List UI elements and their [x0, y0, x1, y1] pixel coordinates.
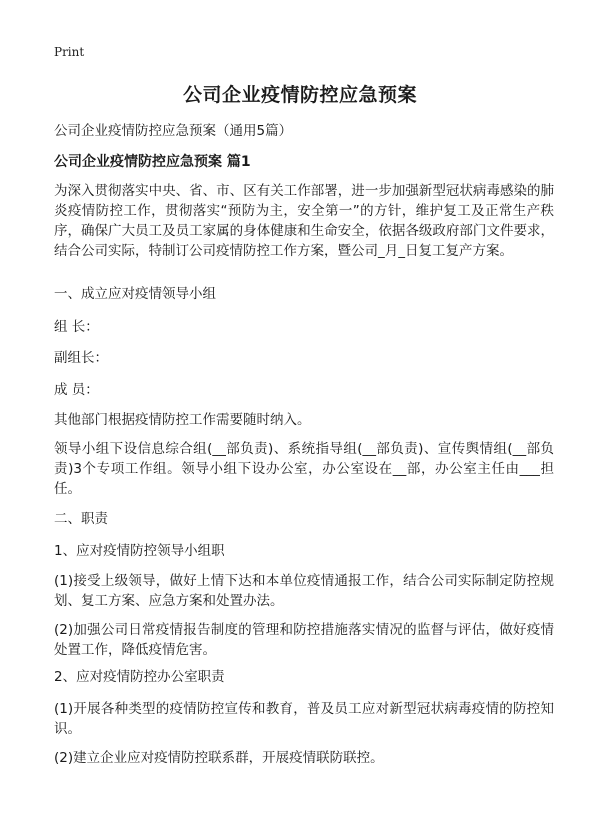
heading-leadership-duties: 1、应对疫情防控领导小组职 [54, 543, 225, 559]
heading-office-duties: 2、应对疫情防控办公室职责 [54, 669, 225, 685]
document-subtitle: 公司企业疫情防控应急预案（通用5篇） [54, 123, 293, 139]
office-item-1: (1)开展各种类型的疫情防控宣传和教育，普及员工应对新型冠状病毒疫情的防控知识。 [54, 701, 554, 737]
members-line: 成 员： [54, 382, 99, 398]
section-heading: 公司企业疫情防控应急预案 篇1 [54, 154, 251, 170]
intro-paragraph: 为深入贯彻落实中央、省、市、区有关工作部署，进一步加强新型冠状病毒感染的肺炎疫情防控工作，贯彻落实“预防为主，安全第一”的方针，维护复工及正常生产秩序，确保广大员工及员工家属的身体健康和生命安全，依据各级政府部门文件要求，结合公司实际，特制订公司疫情防控工作方案，暨公司_月_日复工复产方案。 [54, 183, 554, 259]
deputy-leader-line: 副组长： [54, 350, 108, 366]
subgroups-paragraph: 领导小组下设信息综合组(__部负责)、系统指导组(__部负责)、宣传舆情组(__部负责)3个专项工作组。领导小组下设办公室，办公室设在__部，办公室主任由___担任。 [54, 441, 554, 497]
heading-duties: 二、职责 [54, 511, 108, 527]
office-item-2: (2)建立企业应对疫情防控联系群，开展疫情联防联控。 [54, 750, 384, 766]
duty-item-1: (1)接受上级领导，做好上情下达和本单位疫情通报工作，结合公司实际制定防控规划、复工方案、应急方案和处置办法。 [54, 573, 554, 609]
document-title: 公司企业疫情防控应急预案 [182, 84, 417, 106]
other-departments-line: 其他部门根据疫情防控工作需要随时纳入。 [54, 412, 311, 428]
duty-item-2: (2)加强公司日常疫情报告制度的管理和防控措施落实情况的监督与评估，做好疫情处置工作，降低疫情危害。 [54, 622, 554, 658]
group-leader-line: 组 长： [54, 319, 99, 335]
heading-leadership-group: 一、成立应对疫情领导小组 [54, 286, 216, 302]
print-label: Print [54, 45, 85, 59]
